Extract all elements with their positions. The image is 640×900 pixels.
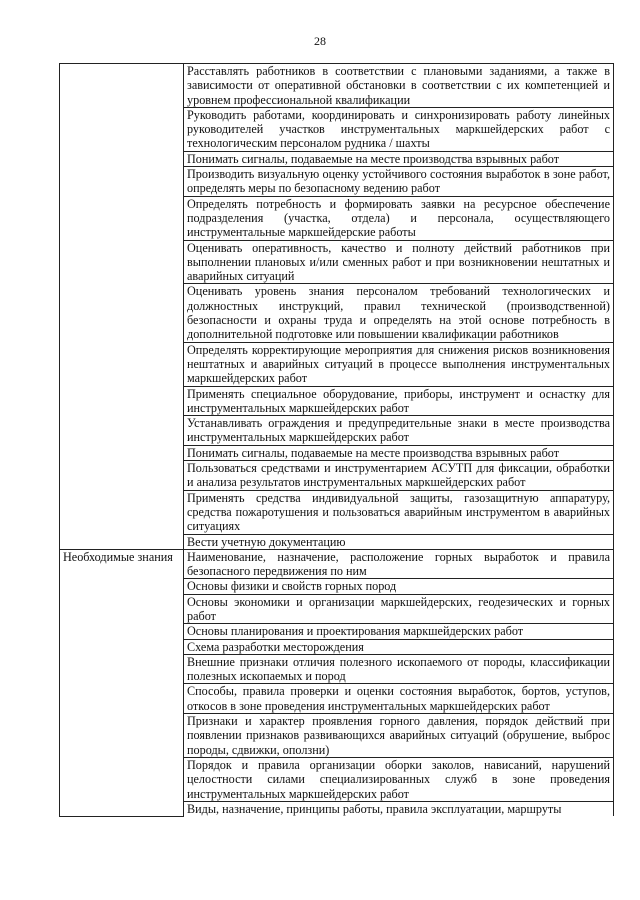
table-cell: Признаки и характер проявления горного давления, порядок действий при появлении признаков развивающихся аварийных ситуаций (обрушение, выброс породы, сдвижки, оползни) [184, 714, 614, 758]
table-cell: Применять средства индивидуальной защиты, газозащитную аппаратуру, средства пожаротушения и пользоваться аварийным инструментом в аварийных ситуациях [184, 490, 614, 534]
table-cell: Основы планирования и проектирования маркшейдерских работ [184, 624, 614, 639]
table-cell: Внешние признаки отличия полезного ископаемого от породы, классификации полезных ископаемых и пород [184, 654, 614, 684]
table-row [60, 549, 614, 579]
table-cell: Виды, назначение, принципы работы, правила эксплуатации, маршруты [184, 801, 614, 816]
table-cell: Порядок и правила организации оборки заколов, нависаний, нарушений целостности силами специализированных служб в зоне проведения инструментальных маркшейдерских работ [184, 757, 614, 801]
table-cell: Понимать сигналы, подаваемые на месте производства взрывных работ [184, 151, 614, 166]
table-cell: Определять корректирующие мероприятия для снижения рисков возникновения нештатных и аварийных ситуаций в процессе выполнения инструментальных маркшейдерских работ [184, 342, 614, 386]
table-cell: Основы экономики и организации маркшейдерских, геодезических и горных работ [184, 594, 614, 624]
section-label [60, 64, 184, 550]
table-cell: Применять специальное оборудование, приборы, инструмент и оснастку для инструментальных маркшейдерских работ [184, 386, 614, 416]
table-cell: Наименование, назначение, расположение горных выработок и правила безопасного передвижения по ним [184, 549, 614, 579]
table-cell: Устанавливать ограждения и предупредительные знаки в месте производства инструментальных маркшейдерских работ [184, 416, 614, 446]
table-cell: Пользоваться средствами и инструментарием АСУТП для фиксации, обработки и анализа результатов инструментальных маркшейдерских работ [184, 461, 614, 491]
table-cell: Производить визуальную оценку устойчивого состояния выработок в зоне работ, определять меры по безопасному ведению работ [184, 167, 614, 197]
table-cell: Расставлять работников в соответствии с плановыми заданиями, а также в зависимости от оперативной обстановки в соответствии с их компетенцией и уровнем профессиональной квалификации [184, 64, 614, 108]
table-cell: Оценивать уровень знания персоналом требований технологических и должностных инструкций, правил технической (производственной) безопасности и охраны труда и определять на этой основе потребность в дополнительной подготовке или повышении квалификации работников [184, 284, 614, 342]
table-cell: Руководить работами, координировать и синхронизировать работу линейных руководителей участков инструментальных маркшейдерских работ с технологическим персоналом рудника / шахты [184, 107, 614, 151]
table-cell: Вести учетную документацию [184, 534, 614, 549]
section-label: Необходимые знания [60, 549, 184, 816]
table-cell: Понимать сигналы, подаваемые на месте производства взрывных работ [184, 445, 614, 460]
table-cell: Оценивать оперативность, качество и полноту действий работников при выполнении плановых и/или сменных работ и при возникновении нештатных и аварийных ситуаций [184, 240, 614, 284]
table-row [60, 64, 614, 108]
table-cell: Способы, правила проверки и оценки состояния выработок, бортов, уступов, откосов в зоне проведения инструментальных маркшейдерских работ [184, 684, 614, 714]
skills-section [60, 64, 614, 550]
competency-table [59, 63, 614, 817]
table-cell: Определять потребность и формировать заявки на ресурсное обеспечение подразделения (участка, отдела) и персонала, осуществляющего инструментальные маркшейдерские работы [184, 196, 614, 240]
table-cell: Схема разработки месторождения [184, 639, 614, 654]
knowledge-section [60, 549, 614, 816]
table-cell: Основы физики и свойств горных пород [184, 579, 614, 594]
page-number: 28 [314, 34, 326, 48]
